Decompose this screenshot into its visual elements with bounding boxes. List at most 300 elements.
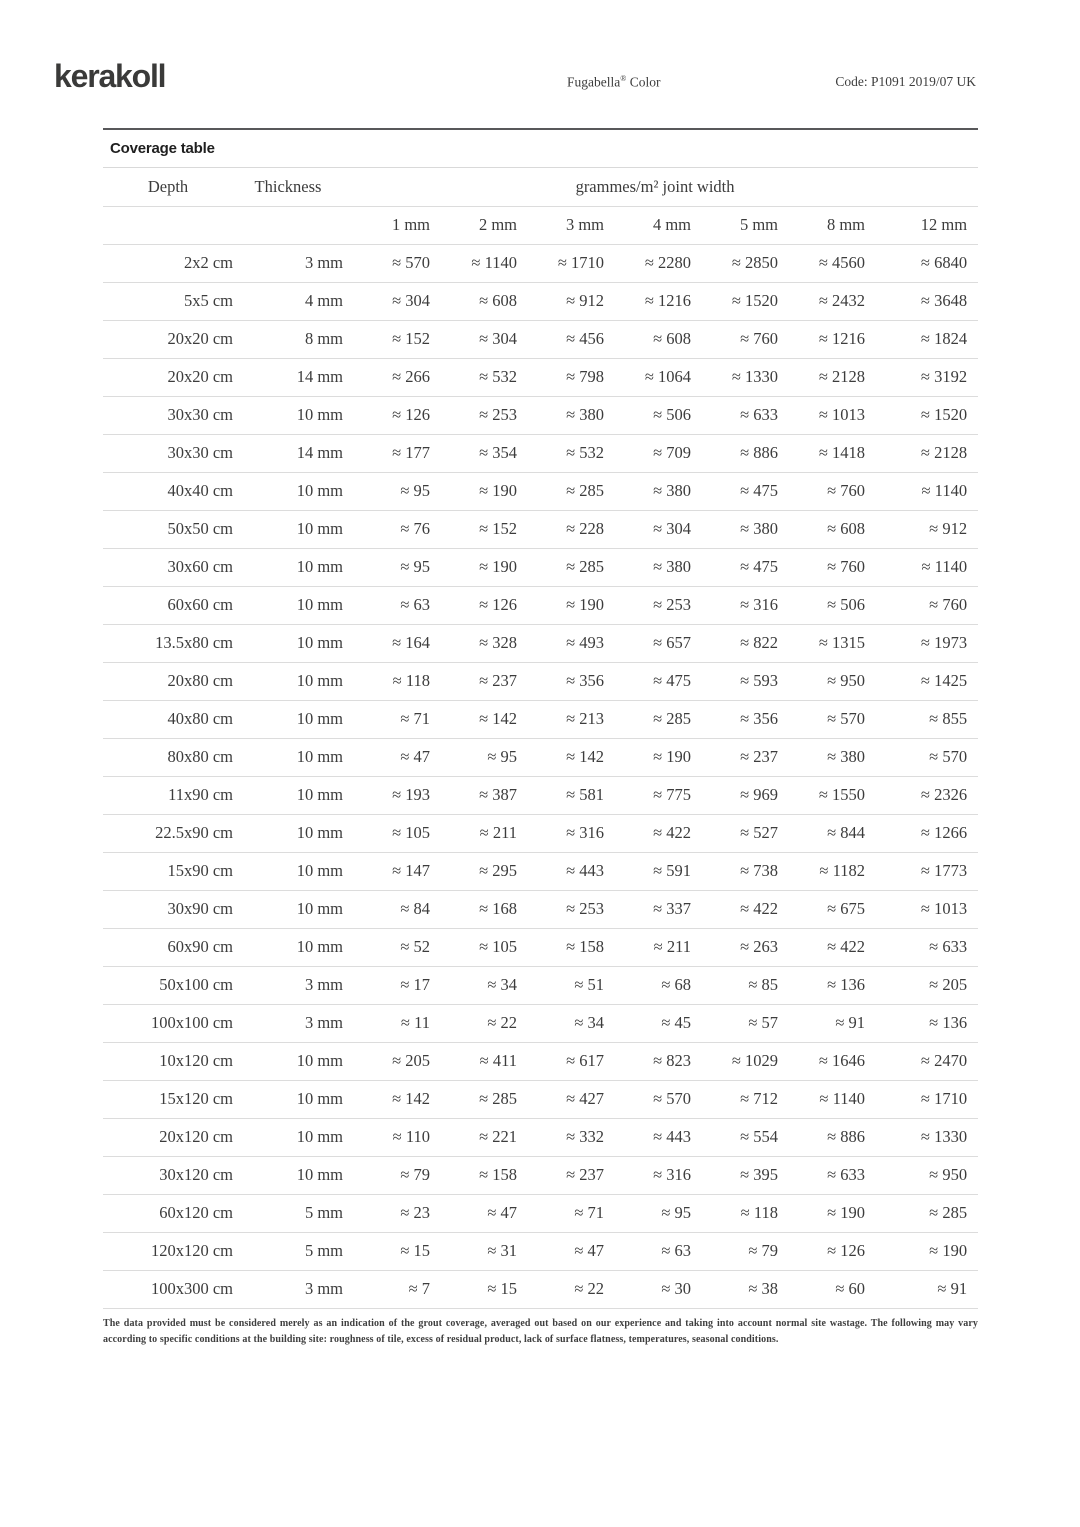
value-cell: ≈ 285 [430, 1080, 517, 1118]
value-cell: ≈ 23 [343, 1194, 430, 1232]
value-cell: ≈ 456 [517, 320, 604, 358]
value-cell: ≈ 380 [604, 472, 691, 510]
value-cell: ≈ 608 [604, 320, 691, 358]
thickness-cell: 10 mm [233, 700, 343, 738]
table-row [103, 890, 978, 928]
value-cell: ≈ 253 [604, 586, 691, 624]
coverage-table [103, 168, 978, 1309]
depth-cell: 30x60 cm [103, 548, 233, 586]
value-cell: ≈ 760 [691, 320, 778, 358]
thickness-cell: 14 mm [233, 434, 343, 472]
value-cell: ≈ 30 [604, 1270, 691, 1308]
depth-cell: 20x80 cm [103, 662, 233, 700]
value-cell: ≈ 47 [430, 1194, 517, 1232]
table-row [103, 396, 978, 434]
value-cell: ≈ 411 [430, 1042, 517, 1080]
value-cell: ≈ 3648 [865, 282, 978, 320]
value-cell: ≈ 675 [778, 890, 865, 928]
value-cell: ≈ 295 [430, 852, 517, 890]
thickness-cell: 10 mm [233, 814, 343, 852]
thickness-cell: 10 mm [233, 624, 343, 662]
value-cell: ≈ 380 [517, 396, 604, 434]
joint-width-header: 12 mm [865, 206, 978, 244]
value-cell: ≈ 47 [517, 1232, 604, 1270]
table-row [103, 1080, 978, 1118]
value-cell: ≈ 760 [778, 548, 865, 586]
value-cell: ≈ 76 [343, 510, 430, 548]
value-cell: ≈ 2470 [865, 1042, 978, 1080]
value-cell: ≈ 798 [517, 358, 604, 396]
table-row [103, 1270, 978, 1308]
table-row [103, 966, 978, 1004]
value-cell: ≈ 422 [778, 928, 865, 966]
value-cell: ≈ 168 [430, 890, 517, 928]
value-cell: ≈ 712 [691, 1080, 778, 1118]
depth-cell: 20x20 cm [103, 320, 233, 358]
product-name [567, 74, 660, 91]
value-cell: ≈ 886 [778, 1118, 865, 1156]
thickness-cell: 3 mm [233, 966, 343, 1004]
coverage-table-title: Coverage table [110, 140, 215, 157]
value-cell: ≈ 266 [343, 358, 430, 396]
value-cell: ≈ 475 [691, 472, 778, 510]
value-cell: ≈ 47 [343, 738, 430, 776]
depth-cell: 50x50 cm [103, 510, 233, 548]
thickness-cell: 10 mm [233, 738, 343, 776]
value-cell: ≈ 193 [343, 776, 430, 814]
value-cell: ≈ 591 [604, 852, 691, 890]
value-cell: ≈ 506 [778, 586, 865, 624]
page-header [0, 0, 1080, 128]
table-row [103, 1042, 978, 1080]
value-cell: ≈ 190 [430, 472, 517, 510]
value-cell: ≈ 237 [517, 1156, 604, 1194]
value-cell: ≈ 581 [517, 776, 604, 814]
value-cell: ≈ 380 [778, 738, 865, 776]
value-cell: ≈ 1330 [865, 1118, 978, 1156]
value-cell: ≈ 126 [430, 586, 517, 624]
value-cell: ≈ 136 [865, 1004, 978, 1042]
value-cell: ≈ 886 [691, 434, 778, 472]
product-name-suffix: Color [626, 74, 661, 90]
table-row [103, 738, 978, 776]
value-cell: ≈ 126 [343, 396, 430, 434]
value-cell: ≈ 95 [604, 1194, 691, 1232]
value-cell: ≈ 1773 [865, 852, 978, 890]
depth-cell: 10x120 cm [103, 1042, 233, 1080]
value-cell: ≈ 356 [691, 700, 778, 738]
value-cell: ≈ 2128 [865, 434, 978, 472]
value-cell: ≈ 142 [343, 1080, 430, 1118]
value-cell: ≈ 45 [604, 1004, 691, 1042]
value-cell: ≈ 380 [691, 510, 778, 548]
joint-width-header: 2 mm [430, 206, 517, 244]
depth-cell: 5x5 cm [103, 282, 233, 320]
thickness-cell: 10 mm [233, 1042, 343, 1080]
table-row [103, 814, 978, 852]
value-cell: ≈ 253 [517, 890, 604, 928]
value-cell: ≈ 147 [343, 852, 430, 890]
value-cell: ≈ 177 [343, 434, 430, 472]
depth-cell: 30x30 cm [103, 396, 233, 434]
value-cell: ≈ 34 [517, 1004, 604, 1042]
value-cell: ≈ 158 [517, 928, 604, 966]
product-name-prefix: Fugabella [567, 74, 621, 90]
value-cell: ≈ 1520 [691, 282, 778, 320]
value-cell: ≈ 395 [691, 1156, 778, 1194]
value-cell: ≈ 328 [430, 624, 517, 662]
value-cell: ≈ 316 [604, 1156, 691, 1194]
thickness-cell: 14 mm [233, 358, 343, 396]
grammes-joint-width-header: grammes/m² joint width [343, 168, 978, 206]
value-cell: ≈ 2432 [778, 282, 865, 320]
value-cell: ≈ 190 [865, 1232, 978, 1270]
value-cell: ≈ 554 [691, 1118, 778, 1156]
value-cell: ≈ 422 [604, 814, 691, 852]
depth-cell: 30x90 cm [103, 890, 233, 928]
table-row [103, 358, 978, 396]
table-row [103, 1194, 978, 1232]
table-row [103, 1156, 978, 1194]
value-cell: ≈ 11 [343, 1004, 430, 1042]
value-cell: ≈ 263 [691, 928, 778, 966]
value-cell: ≈ 570 [865, 738, 978, 776]
value-cell: ≈ 34 [430, 966, 517, 1004]
value-cell: ≈ 527 [691, 814, 778, 852]
thickness-column-header: Thickness [233, 168, 343, 206]
value-cell: ≈ 443 [604, 1118, 691, 1156]
depth-cell: 80x80 cm [103, 738, 233, 776]
empty-header-cell [233, 206, 343, 244]
value-cell: ≈ 71 [343, 700, 430, 738]
depth-cell: 13.5x80 cm [103, 624, 233, 662]
value-cell: ≈ 633 [691, 396, 778, 434]
value-cell: ≈ 1216 [778, 320, 865, 358]
value-cell: ≈ 532 [517, 434, 604, 472]
thickness-cell: 8 mm [233, 320, 343, 358]
value-cell: ≈ 95 [430, 738, 517, 776]
value-cell: ≈ 205 [865, 966, 978, 1004]
value-cell: ≈ 1425 [865, 662, 978, 700]
value-cell: ≈ 912 [517, 282, 604, 320]
thickness-cell: 10 mm [233, 776, 343, 814]
value-cell: ≈ 304 [604, 510, 691, 548]
thickness-cell: 3 mm [233, 1270, 343, 1308]
depth-column-header: Depth [103, 168, 233, 206]
table-row [103, 1004, 978, 1042]
table-row [103, 624, 978, 662]
value-cell: ≈ 822 [691, 624, 778, 662]
value-cell: ≈ 190 [778, 1194, 865, 1232]
value-cell: ≈ 1182 [778, 852, 865, 890]
depth-cell: 120x120 cm [103, 1232, 233, 1270]
value-cell: ≈ 380 [604, 548, 691, 586]
thickness-cell: 10 mm [233, 1118, 343, 1156]
value-cell: ≈ 237 [691, 738, 778, 776]
value-cell: ≈ 570 [604, 1080, 691, 1118]
thickness-cell: 10 mm [233, 852, 343, 890]
value-cell: ≈ 164 [343, 624, 430, 662]
depth-cell: 15x120 cm [103, 1080, 233, 1118]
value-cell: ≈ 2850 [691, 244, 778, 282]
value-cell: ≈ 158 [430, 1156, 517, 1194]
value-cell: ≈ 1013 [778, 396, 865, 434]
value-cell: ≈ 22 [517, 1270, 604, 1308]
value-cell: ≈ 608 [430, 282, 517, 320]
value-cell: ≈ 105 [430, 928, 517, 966]
depth-cell: 60x60 cm [103, 586, 233, 624]
value-cell: ≈ 855 [865, 700, 978, 738]
depth-cell: 30x120 cm [103, 1156, 233, 1194]
value-cell: ≈ 31 [430, 1232, 517, 1270]
value-cell: ≈ 1140 [865, 472, 978, 510]
value-cell: ≈ 79 [343, 1156, 430, 1194]
value-cell: ≈ 38 [691, 1270, 778, 1308]
value-cell: ≈ 593 [691, 662, 778, 700]
empty-header-cell [103, 206, 233, 244]
value-cell: ≈ 15 [430, 1270, 517, 1308]
value-cell: ≈ 228 [517, 510, 604, 548]
value-cell: ≈ 152 [343, 320, 430, 358]
thickness-cell: 10 mm [233, 586, 343, 624]
thickness-cell: 10 mm [233, 396, 343, 434]
value-cell: ≈ 1330 [691, 358, 778, 396]
thickness-cell: 3 mm [233, 1004, 343, 1042]
joint-width-header-row [103, 206, 978, 244]
value-cell: ≈ 570 [343, 244, 430, 282]
value-cell: ≈ 190 [517, 586, 604, 624]
thickness-cell: 5 mm [233, 1194, 343, 1232]
table-row [103, 244, 978, 282]
value-cell: ≈ 221 [430, 1118, 517, 1156]
value-cell: ≈ 105 [343, 814, 430, 852]
depth-cell: 60x90 cm [103, 928, 233, 966]
value-cell: ≈ 633 [865, 928, 978, 966]
depth-cell: 100x300 cm [103, 1270, 233, 1308]
depth-cell: 50x100 cm [103, 966, 233, 1004]
depth-cell: 40x40 cm [103, 472, 233, 510]
depth-cell: 22.5x90 cm [103, 814, 233, 852]
value-cell: ≈ 304 [343, 282, 430, 320]
value-cell: ≈ 912 [865, 510, 978, 548]
joint-width-header: 5 mm [691, 206, 778, 244]
value-cell: ≈ 633 [778, 1156, 865, 1194]
value-cell: ≈ 285 [865, 1194, 978, 1232]
thickness-cell: 10 mm [233, 928, 343, 966]
value-cell: ≈ 1550 [778, 776, 865, 814]
footnote: The data provided must be considered merely as an indication of the grout coverage, averaged out based on our experience and taking into account normal site wastage. The following may vary according to specific conditions at the building site: roughness of tile, excess of residual product, lack of surface flatness, temperatures, seasonal conditions. [103, 1317, 978, 1345]
table-title-row [103, 130, 978, 168]
table-row [103, 320, 978, 358]
value-cell: ≈ 823 [604, 1042, 691, 1080]
value-cell: ≈ 2280 [604, 244, 691, 282]
value-cell: ≈ 190 [430, 548, 517, 586]
value-cell: ≈ 91 [778, 1004, 865, 1042]
joint-width-header: 1 mm [343, 206, 430, 244]
depth-cell: 20x20 cm [103, 358, 233, 396]
value-cell: ≈ 1216 [604, 282, 691, 320]
value-cell: ≈ 213 [517, 700, 604, 738]
registered-trademark-symbol: ® [620, 74, 627, 83]
value-cell: ≈ 760 [778, 472, 865, 510]
thickness-cell: 10 mm [233, 510, 343, 548]
thickness-cell: 10 mm [233, 662, 343, 700]
value-cell: ≈ 316 [517, 814, 604, 852]
value-cell: ≈ 1013 [865, 890, 978, 928]
table-row [103, 776, 978, 814]
table-row [103, 282, 978, 320]
joint-width-header: 3 mm [517, 206, 604, 244]
table-row [103, 662, 978, 700]
value-cell: ≈ 354 [430, 434, 517, 472]
value-cell: ≈ 17 [343, 966, 430, 1004]
value-cell: ≈ 608 [778, 510, 865, 548]
value-cell: ≈ 285 [604, 700, 691, 738]
table-row [103, 700, 978, 738]
value-cell: ≈ 253 [430, 396, 517, 434]
value-cell: ≈ 1029 [691, 1042, 778, 1080]
value-cell: ≈ 190 [604, 738, 691, 776]
value-cell: ≈ 110 [343, 1118, 430, 1156]
value-cell: ≈ 1646 [778, 1042, 865, 1080]
value-cell: ≈ 6840 [865, 244, 978, 282]
document-code: Code: P1091 2019/07 UK [835, 74, 976, 89]
joint-width-header: 4 mm [604, 206, 691, 244]
value-cell: ≈ 1140 [865, 548, 978, 586]
value-cell: ≈ 205 [343, 1042, 430, 1080]
depth-cell: 20x120 cm [103, 1118, 233, 1156]
value-cell: ≈ 475 [691, 548, 778, 586]
value-cell: ≈ 95 [343, 472, 430, 510]
value-cell: ≈ 7 [343, 1270, 430, 1308]
thickness-cell: 10 mm [233, 1080, 343, 1118]
value-cell: ≈ 709 [604, 434, 691, 472]
table-row [103, 472, 978, 510]
value-cell: ≈ 22 [430, 1004, 517, 1042]
value-cell: ≈ 950 [778, 662, 865, 700]
value-cell: ≈ 304 [430, 320, 517, 358]
value-cell: ≈ 1520 [865, 396, 978, 434]
value-cell: ≈ 950 [865, 1156, 978, 1194]
value-cell: ≈ 1824 [865, 320, 978, 358]
kerakoll-logo: kerakoll [54, 58, 166, 94]
thickness-cell: 10 mm [233, 1156, 343, 1194]
value-cell: ≈ 422 [691, 890, 778, 928]
joint-width-header: 8 mm [778, 206, 865, 244]
coverage-table-body [103, 244, 978, 1308]
value-cell: ≈ 91 [865, 1270, 978, 1308]
value-cell: ≈ 969 [691, 776, 778, 814]
depth-cell: 30x30 cm [103, 434, 233, 472]
table-row [103, 1232, 978, 1270]
thickness-cell: 5 mm [233, 1232, 343, 1270]
value-cell: ≈ 760 [865, 586, 978, 624]
value-cell: ≈ 387 [430, 776, 517, 814]
value-cell: ≈ 475 [604, 662, 691, 700]
thickness-cell: 10 mm [233, 472, 343, 510]
value-cell: ≈ 60 [778, 1270, 865, 1308]
value-cell: ≈ 1973 [865, 624, 978, 662]
value-cell: ≈ 356 [517, 662, 604, 700]
table-row [103, 434, 978, 472]
value-cell: ≈ 2326 [865, 776, 978, 814]
depth-cell: 2x2 cm [103, 244, 233, 282]
depth-cell: 100x100 cm [103, 1004, 233, 1042]
value-cell: ≈ 52 [343, 928, 430, 966]
value-cell: ≈ 68 [604, 966, 691, 1004]
value-cell: ≈ 211 [430, 814, 517, 852]
value-cell: ≈ 142 [517, 738, 604, 776]
table-row [103, 586, 978, 624]
value-cell: ≈ 79 [691, 1232, 778, 1270]
value-cell: ≈ 506 [604, 396, 691, 434]
table-row [103, 852, 978, 890]
value-cell: ≈ 285 [517, 548, 604, 586]
value-cell: ≈ 1418 [778, 434, 865, 472]
content-area [103, 128, 978, 1348]
value-cell: ≈ 844 [778, 814, 865, 852]
thickness-cell: 4 mm [233, 282, 343, 320]
value-cell: ≈ 84 [343, 890, 430, 928]
table-row [103, 1118, 978, 1156]
value-cell: ≈ 427 [517, 1080, 604, 1118]
value-cell: ≈ 443 [517, 852, 604, 890]
value-cell: ≈ 4560 [778, 244, 865, 282]
value-cell: ≈ 285 [517, 472, 604, 510]
value-cell: ≈ 1064 [604, 358, 691, 396]
value-cell: ≈ 57 [691, 1004, 778, 1042]
table-row [103, 548, 978, 586]
value-cell: ≈ 332 [517, 1118, 604, 1156]
value-cell: ≈ 1140 [778, 1080, 865, 1118]
depth-cell: 60x120 cm [103, 1194, 233, 1232]
value-cell: ≈ 95 [343, 548, 430, 586]
value-cell: ≈ 1266 [865, 814, 978, 852]
depth-cell: 15x90 cm [103, 852, 233, 890]
value-cell: ≈ 1710 [865, 1080, 978, 1118]
value-cell: ≈ 85 [691, 966, 778, 1004]
table-row [103, 928, 978, 966]
value-cell: ≈ 237 [430, 662, 517, 700]
group-header-row [103, 168, 978, 206]
value-cell: ≈ 738 [691, 852, 778, 890]
value-cell: ≈ 1140 [430, 244, 517, 282]
value-cell: ≈ 316 [691, 586, 778, 624]
value-cell: ≈ 1315 [778, 624, 865, 662]
thickness-cell: 10 mm [233, 890, 343, 928]
value-cell: ≈ 617 [517, 1042, 604, 1080]
value-cell: ≈ 71 [517, 1194, 604, 1232]
value-cell: ≈ 152 [430, 510, 517, 548]
value-cell: ≈ 3192 [865, 358, 978, 396]
value-cell: ≈ 118 [343, 662, 430, 700]
value-cell: ≈ 211 [604, 928, 691, 966]
value-cell: ≈ 337 [604, 890, 691, 928]
value-cell: ≈ 118 [691, 1194, 778, 1232]
value-cell: ≈ 63 [343, 586, 430, 624]
thickness-cell: 10 mm [233, 548, 343, 586]
value-cell: ≈ 51 [517, 966, 604, 1004]
value-cell: ≈ 63 [604, 1232, 691, 1270]
value-cell: ≈ 775 [604, 776, 691, 814]
value-cell: ≈ 126 [778, 1232, 865, 1270]
value-cell: ≈ 532 [430, 358, 517, 396]
value-cell: ≈ 493 [517, 624, 604, 662]
value-cell: ≈ 570 [778, 700, 865, 738]
depth-cell: 40x80 cm [103, 700, 233, 738]
value-cell: ≈ 2128 [778, 358, 865, 396]
depth-cell: 11x90 cm [103, 776, 233, 814]
